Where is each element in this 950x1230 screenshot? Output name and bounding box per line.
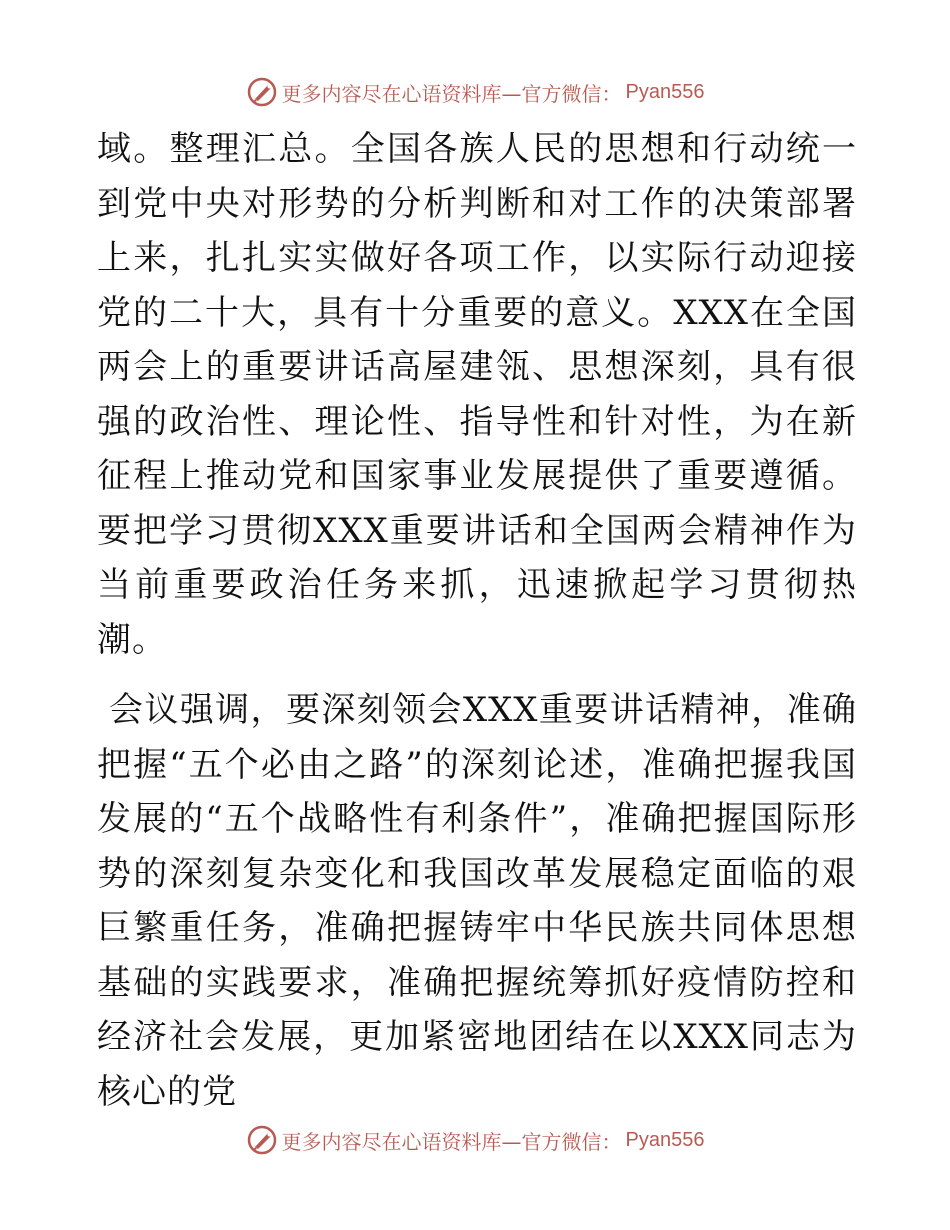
- quill-logo-icon: [246, 1124, 278, 1156]
- document-body: [97, 122, 857, 1119]
- header-banner-content: [246, 76, 705, 108]
- footer-banner-content: [246, 1124, 705, 1156]
- paragraph-2: 会议强调，要深刻领会XXX重要讲话精神，准确把握“五个必由之路”的深刻论述，准确把握我国发展的“五个战略性有利条件”，准确把握国际形势的深刻复杂变化和我国改革发展稳定面临的艰巨繁重任务，准确把握铸牢中华民族共同体思想基础的实践要求，准确把握统筹抓好疫情防控和经济社会发展，更加紧密地团结在以XXX同志为核心的党: [97, 690, 857, 1112]
- footer-banner: [0, 1120, 950, 1160]
- footer-banner-text: 更多内容尽在心语资料库—官方微信：: [281, 1129, 622, 1154]
- footer-wechat-handle: Pyan556: [625, 1128, 705, 1151]
- quill-logo-icon: [246, 76, 278, 108]
- paragraph-1: 域。整理汇总。全国各族人民的思想和行动统一到党中央对形势的分析判断和对工作的决策部署上来，扎扎实实做好各项工作，以实际行动迎接党的二十大，具有十分重要的意义。XXX在全国两会上的重要讲话高屋建瓴、思想深刻，具有很强的政治性、理论性、指导性和针对性，为在新征程上推动党和国家事业发展提供了重要遵循。要把学习贯彻XXX重要讲话和全国两会精神作为当前重要政治任务来抓，迅速掀起学习贯彻热潮。: [97, 129, 857, 660]
- header-wechat-handle: Pyan556: [625, 80, 705, 103]
- header-banner: [0, 72, 950, 112]
- header-banner-text: 更多内容尽在心语资料库—官方微信：: [281, 81, 622, 106]
